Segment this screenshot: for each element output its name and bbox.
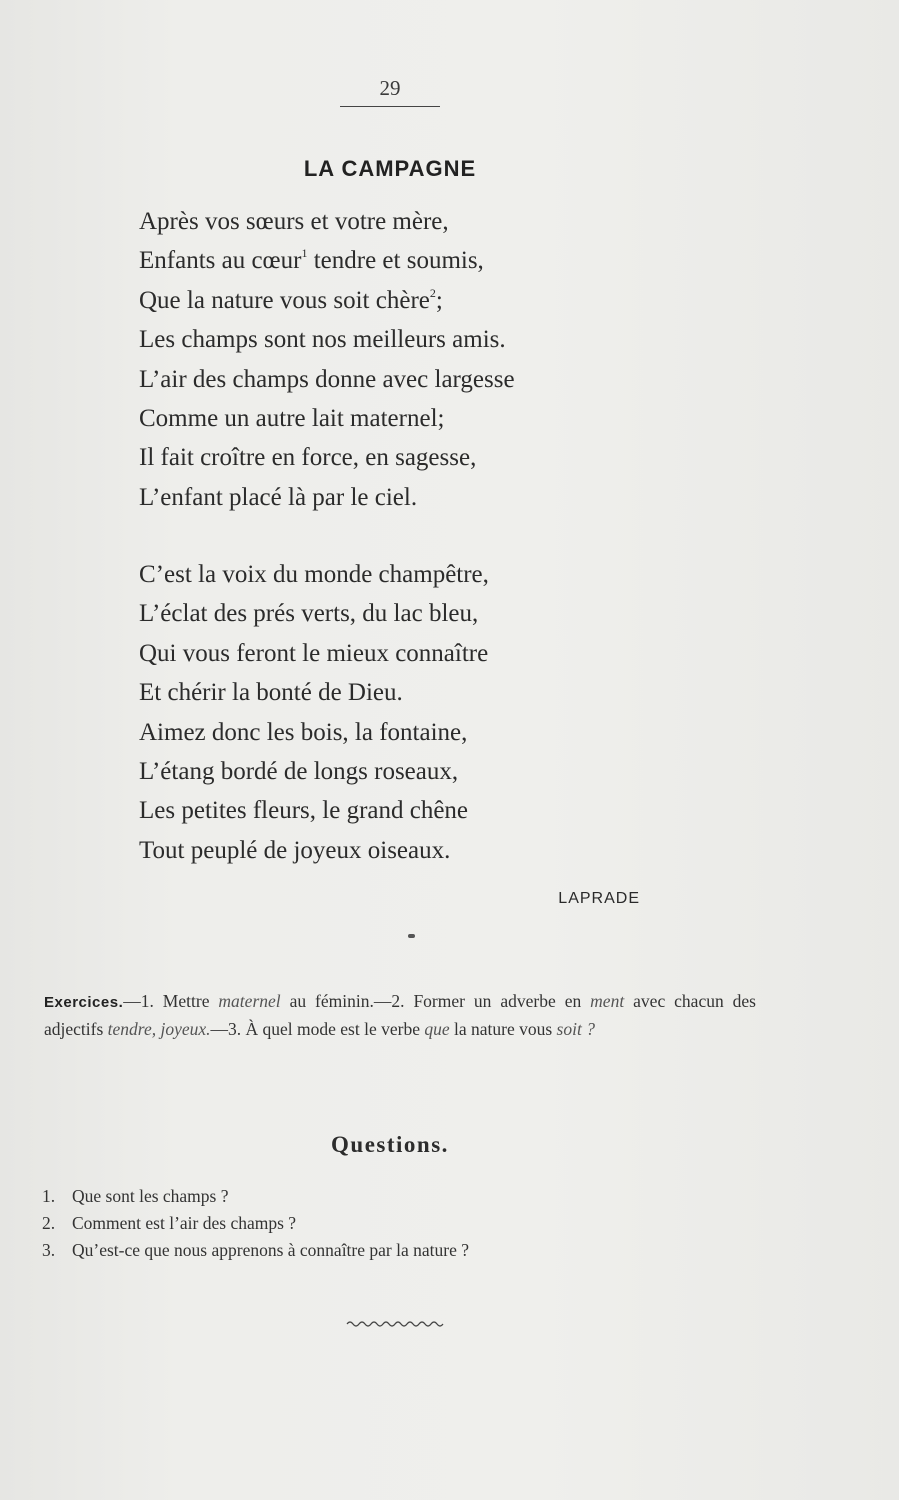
verse-line: Après vos sœurs et votre mère, [139,208,449,235]
verse-line: Les champs sont nos meilleurs amis. [139,326,506,354]
exercise-italic: ment [590,991,625,1011]
exercise-text: —3. À quel mode est le verbe [210,1019,425,1039]
verse-line: Comme un autre lait maternel; [139,404,445,432]
question-number: 1. [42,1186,56,1206]
footnote-marker: 1 [301,246,308,261]
exercise-text: la nature vous [449,1019,557,1039]
verse-text: tendre et soumis, [307,247,484,275]
end-ornament [345,1318,445,1330]
question-item [42,1183,742,1210]
verse-line: C’est la voix du monde champêtre, [139,561,489,588]
verse-line: L’éclat des prés verts, du lac bleu, [139,600,479,628]
section-separator [408,934,415,938]
poem-author: LAPRADE [558,890,640,907]
verse-line: L’étang bordé de longs roseaux, [139,757,459,785]
exercise-text: au féminin.—2. Former un adverbe en [280,991,591,1011]
question-text: Que sont les champs ? [72,1186,229,1206]
verse-line: Il fait croître en force, en sagesse, [139,444,477,472]
verse-text: ; [435,286,443,314]
verse-line: Les petites fleurs, le grand chêne [139,797,469,825]
verse-line: Et chérir la bonté de Dieu. [139,679,403,707]
poem-stanza-1 [139,202,699,517]
exercise-text: —1. Mettre [123,991,219,1011]
verse-text: Que la nature vous soit chère [139,286,430,314]
question-item [42,1237,742,1264]
verse-line [139,241,699,280]
exercise-italic: maternel [218,991,281,1011]
question-item [42,1210,742,1237]
verse-text: Enfants au cœur [139,247,302,275]
page-number: 29 [379,76,401,100]
exercise-italic: soit ? [556,1019,595,1039]
exercise-italic: que [424,1019,450,1039]
question-number: 2. [42,1213,56,1233]
questions-heading: Questions. [331,1132,449,1157]
exercises-label: Exercices. [44,994,124,1011]
verse-line: L’air des champs donne avec largesse [139,365,515,393]
verse-line [139,281,699,320]
questions-list [42,1183,742,1264]
verse-line: Tout peuplé de joyeux oiseaux. [139,836,451,864]
footnote-marker: 2 [429,285,436,300]
verse-line: Aimez donc les bois, la fontaine, [139,718,468,746]
poem-title: LA CAMPAGNE [303,156,477,181]
page-number-rule [340,106,440,107]
exercise-italic: tendre, joyeux. [107,1019,211,1039]
poem-stanza-2 [139,555,699,870]
verse-line: Qui vous feront le mieux connaître [139,639,489,667]
question-text: Comment est l’air des champs ? [72,1213,297,1233]
question-text: Qu’est-ce que nous apprenons à connaître par la nature ? [72,1240,469,1260]
question-number: 3. [42,1240,56,1260]
verse-line: L’enfant placé là par le ciel. [139,483,418,511]
exercise-text: avec chacun des adjectifs [44,991,756,1039]
exercises-paragraph [44,988,756,1043]
